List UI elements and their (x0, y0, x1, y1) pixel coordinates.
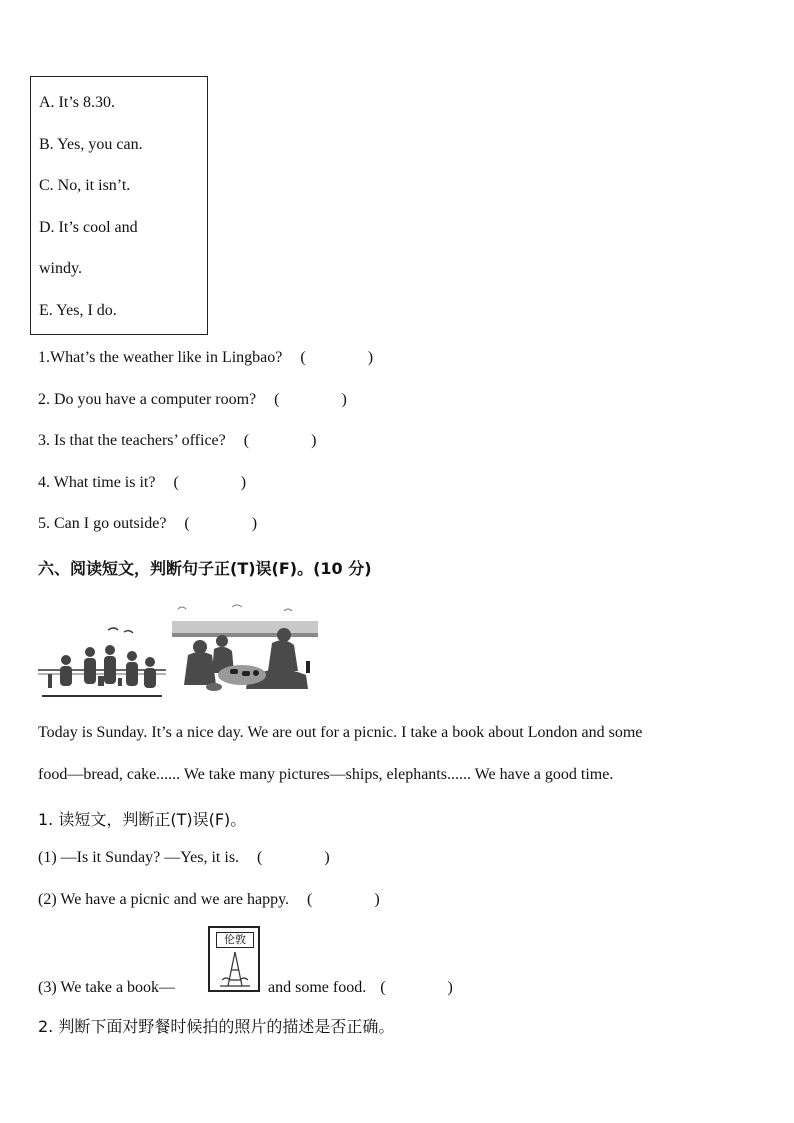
paren-open: ( (173, 474, 179, 491)
question-2 (38, 391, 347, 409)
question-1 (38, 349, 373, 367)
passage-line-1: Today is Sunday. It’s a nice day. We are out for a picnic. I take a book about London and some (38, 724, 643, 741)
question-4 (38, 474, 246, 492)
book-cover-title: 伦敦 (216, 932, 254, 948)
question-text: 2. Do you have a computer room? (38, 391, 257, 408)
option-d: D. It’s cool and (39, 219, 138, 236)
paren-open: ( (257, 849, 263, 866)
option-e: E. Yes, I do. (39, 302, 117, 319)
question-3 (38, 432, 316, 450)
item-text: (2) We have a picnic and we are happy. (38, 891, 290, 908)
paren-close: ) (374, 891, 380, 908)
option-a: A. It’s 8.30. (39, 94, 115, 111)
task-1-item-1 (38, 849, 330, 867)
question-text: 3. Is that the teachers’ office? (38, 432, 226, 449)
paren-close: ) (447, 979, 453, 996)
section-6-title: 六、阅读短文，判断句子正(T)误(F)。(10 分) (38, 559, 372, 578)
passage-line-2: food—bread, cake...... We take many pictures—ships, elephants...... We have a good time. (38, 766, 614, 783)
option-c: C. No, it isn’t. (39, 177, 131, 194)
task-1-heading: 1. 读短文，判断正(T)误(F)。 (38, 810, 247, 829)
option-d-continued: windy. (39, 260, 82, 277)
option-b: B. Yes, you can. (39, 136, 143, 153)
paren-close: ) (324, 849, 330, 866)
paren-open: ( (184, 515, 190, 532)
question-5 (38, 515, 257, 533)
eiffel-tower-icon (218, 950, 252, 988)
question-text: 1.What’s the weather like in Lingbao? (38, 349, 283, 366)
task-1-item-3-text: (3) We take a book— (38, 979, 176, 996)
answer-options-box (30, 76, 208, 335)
question-text: 4. What time is it? (38, 474, 156, 491)
paren-close: ) (240, 474, 247, 491)
task-1-item-2 (38, 891, 380, 909)
task-1-item-3-end (268, 979, 453, 997)
paren-open: ( (274, 391, 280, 408)
paren-open: ( (300, 349, 306, 366)
paren-open: ( (380, 979, 386, 996)
task-2-heading: 2. 判断下面对野餐时候拍的照片的描述是否正确。 (38, 1017, 395, 1036)
paren-open: ( (307, 891, 313, 908)
picnic-scene-illustration (172, 603, 318, 699)
item-text: (1) —Is it Sunday? —Yes, it is. (38, 849, 240, 866)
paren-open: ( (243, 432, 250, 449)
question-text: 5. Can I go outside? (38, 515, 167, 532)
paren-close: ) (311, 432, 317, 449)
paren-close: ) (367, 349, 374, 366)
paren-close: ) (251, 515, 258, 532)
picnic-group-illustration (38, 626, 166, 700)
london-book-icon (208, 926, 260, 992)
paren-close: ) (341, 391, 347, 408)
item-text: and some food. (268, 979, 367, 996)
